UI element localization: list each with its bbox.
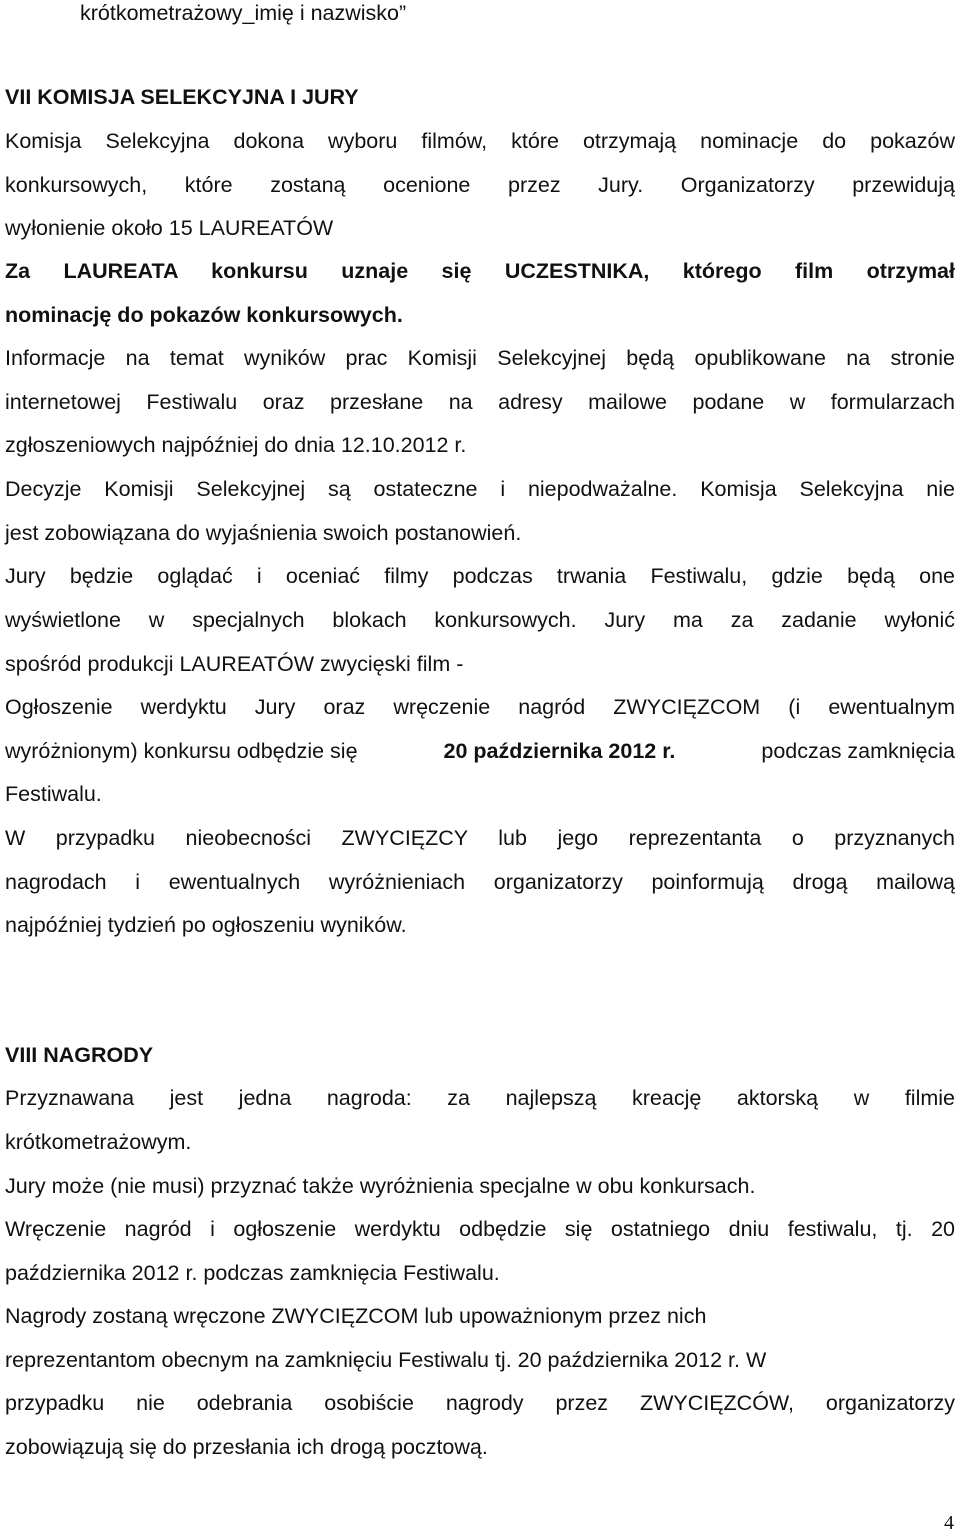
paragraph-line: Decyzje Komisji Selekcyjnej są ostateczne i niepodważalne. Komisja Selekcyjna nie (5, 477, 955, 501)
paragraph-line: Wręczenie nagród i ogłoszenie werdyktu odbędzie się ostatniego dniu festiwalu, tj. 20 (5, 1217, 955, 1241)
paragraph-line: konkursowych, które zostaną ocenione przez Jury. Organizatorzy przewidują (5, 173, 955, 197)
paragraph-line: wyświetlone w specjalnych blokach konkursowych. Jury ma za zadanie wyłonić (5, 608, 955, 632)
section-viii-heading: VIII NAGRODY (5, 1043, 154, 1067)
paragraph-line: października 2012 r. podczas zamknięcia Festiwalu. (5, 1261, 500, 1285)
paragraph-line: W przypadku nieobecności ZWYCIĘZCY lub jego reprezentanta o przyznanych (5, 826, 955, 850)
paragraph-line: zgłoszeniowych najpóźniej do dnia 12.10.2012 r. (5, 433, 467, 457)
paragraph-line: spośród produkcji LAUREATÓW zwycięski film - (5, 652, 464, 676)
paragraph-line: Jury będzie oglądać i oceniać filmy podczas trwania Festiwalu, gdzie będą one (5, 564, 955, 588)
paragraph-line: Przyznawana jest jedna nagroda: za najlepszą kreację aktorską w filmie (5, 1086, 955, 1110)
paragraph-line: Festiwalu. (5, 782, 102, 806)
paragraph-line (5, 738, 955, 764)
paragraph-line: nominację do pokazów konkursowych. (5, 303, 403, 327)
paragraph-line: Ogłoszenie werdyktu Jury oraz wręczenie nagród ZWYCIĘZCOM (i ewentualnym (5, 695, 955, 719)
line-segment: wyróżnionym) konkursu odbędzie się (5, 739, 364, 763)
paragraph-line: Za LAUREATA konkursu uznaje się UCZESTNIKA, którego film otrzymał (5, 259, 955, 283)
section-vii-heading: VII KOMISJA SELEKCYJNA I JURY (5, 85, 359, 109)
paragraph-line: najpóźniej tydzień po ogłoszeniu wyników. (5, 913, 407, 937)
section-viii-paragraph-2: Jury może (nie musi) przyznać także wyróżnienia specjalne w obu konkursach. (5, 1174, 756, 1198)
paragraph-line: Nagrody zostaną wręczone ZWYCIĘZCOM lub upoważnionym przez nich (5, 1304, 707, 1328)
page-number: 4 (944, 1512, 954, 1534)
paragraph-line: reprezentantom obecnym na zamknięciu Festiwalu tj. 20 października 2012 r. W (5, 1348, 767, 1372)
top-line-text: krótkometrażowy_imię i nazwisko” (80, 1, 407, 25)
paragraph-line: nagrodach i ewentualnych wyróżnieniach organizatorzy poinformują drogą mailową (5, 870, 955, 894)
paragraph-line: krótkometrażowym. (5, 1130, 192, 1154)
line-segment: podczas zamknięcia (755, 739, 955, 763)
paragraph-line: Informacje na temat wyników prac Komisji Selekcyjnej będą opublikowane na stronie (5, 346, 955, 370)
paragraph-line: przypadku nie odebrania osobiście nagrody przez ZWYCIĘZCÓW, organizatorzy (5, 1391, 955, 1415)
award-date-highlight: 20 października 2012 r. (443, 739, 676, 763)
paragraph-line: wyłonienie około 15 LAUREATÓW (5, 216, 334, 240)
paragraph-line: zobowiązują się do przesłania ich drogą pocztową. (5, 1435, 488, 1459)
paragraph-line: Komisja Selekcyjna dokona wyboru filmów, które otrzymają nominacje do pokazów (5, 129, 955, 153)
paragraph-line: jest zobowiązana do wyjaśnienia swoich postanowień. (5, 521, 522, 545)
paragraph-line: internetowej Festiwalu oraz przesłane na adresy mailowe podane w formularzach (5, 390, 955, 414)
